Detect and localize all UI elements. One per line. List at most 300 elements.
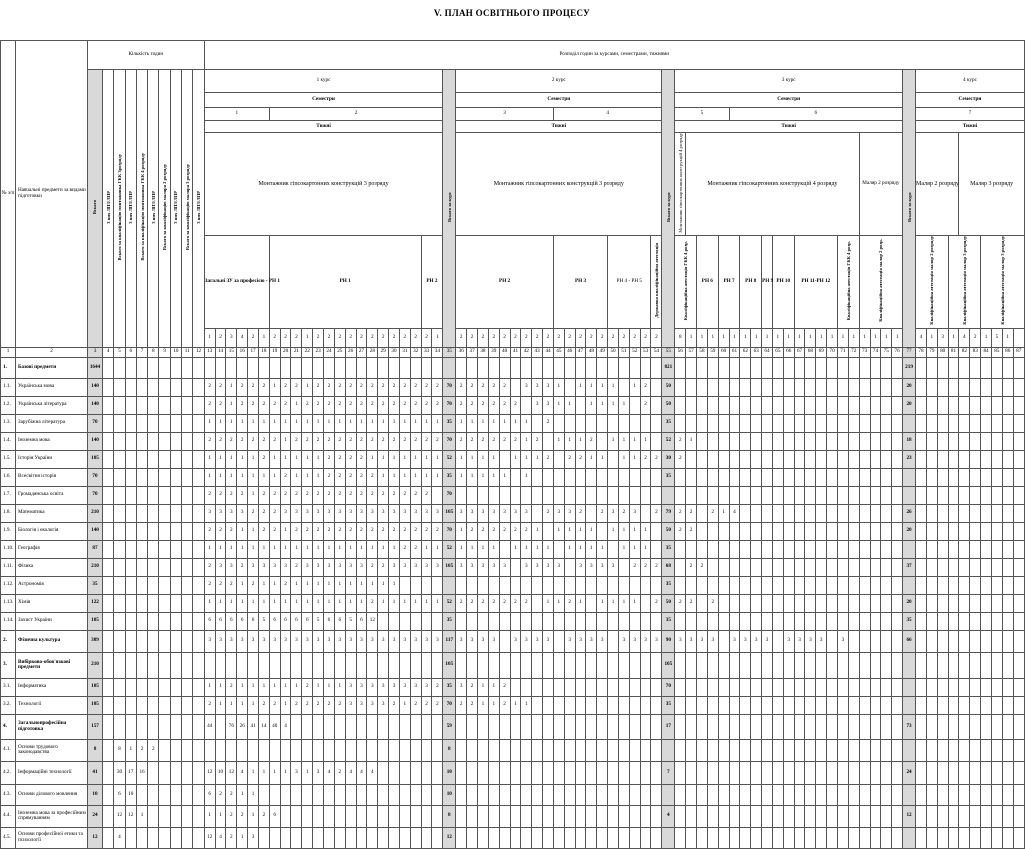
hours-cell — [114, 612, 125, 630]
week-cell — [816, 576, 827, 594]
week-cell: 1 — [608, 378, 619, 396]
week-cell — [226, 739, 237, 761]
week-cell: 2 — [640, 396, 651, 414]
week-cell — [675, 558, 686, 576]
week-cell — [816, 714, 827, 739]
week-cell: 2 — [215, 378, 226, 396]
week-cell — [597, 468, 608, 486]
week-cell — [477, 652, 488, 678]
week-cell: 1 — [532, 522, 543, 540]
week-cell — [675, 378, 686, 396]
week-cell — [488, 714, 499, 739]
week-cell: 1 — [421, 450, 432, 468]
week-cell: 6 — [302, 612, 313, 630]
week-cell — [313, 827, 324, 848]
week-cell — [586, 678, 597, 696]
week-cell — [762, 612, 773, 630]
week-cell — [859, 784, 870, 805]
week-cell — [881, 630, 892, 652]
week-cell: 2 — [291, 432, 302, 450]
week-cell — [948, 357, 959, 378]
week-cell — [827, 784, 838, 805]
header-week-cell: 2 — [378, 328, 389, 347]
week-cell — [981, 612, 992, 630]
course-1-total: 12 — [443, 827, 456, 848]
week-cell — [410, 612, 421, 630]
week-cell — [204, 357, 215, 378]
week-cell — [651, 576, 662, 594]
week-cell: 2 — [499, 696, 510, 714]
week-cell — [805, 739, 816, 761]
hours-cell — [125, 504, 136, 522]
hours-cell — [182, 594, 193, 612]
week-cell — [389, 761, 400, 784]
week-cell — [432, 576, 443, 594]
week-cell — [608, 486, 619, 504]
week-cell: 1 — [618, 522, 629, 540]
column-number: 18 — [258, 347, 269, 357]
week-cell — [1002, 357, 1013, 378]
header-week-cell: 2 — [510, 328, 521, 347]
row-number: 1.2. — [1, 396, 16, 414]
week-cell — [948, 432, 959, 450]
week-cell — [618, 761, 629, 784]
week-cell — [575, 652, 586, 678]
week-cell: 1 — [280, 594, 291, 612]
week-cell — [805, 784, 816, 805]
week-cell — [948, 827, 959, 848]
header-module-text: Кваліфікаційна атестація маляр 2 розряду — [929, 236, 935, 326]
week-cell — [991, 450, 1002, 468]
header-qual-4-short — [675, 133, 686, 236]
week-cell — [859, 761, 870, 784]
week-cell — [477, 805, 488, 827]
week-cell: 3 — [269, 558, 280, 576]
hours-cell — [136, 827, 147, 848]
week-cell — [740, 678, 751, 696]
course-3-total: 26 — [903, 504, 916, 522]
week-cell: 2 — [215, 576, 226, 594]
header-semesters: Семестри — [916, 93, 1025, 108]
week-cell: 3 — [334, 630, 345, 652]
week-cell — [532, 357, 543, 378]
header-week-cell: 4 — [916, 328, 927, 347]
week-cell — [356, 357, 367, 378]
week-cell — [686, 714, 697, 739]
week-cell — [675, 652, 686, 678]
week-cell: 2 — [356, 378, 367, 396]
week-cell — [892, 396, 903, 414]
week-cell — [892, 468, 903, 486]
week-cell: 2 — [248, 576, 259, 594]
week-cell — [981, 594, 992, 612]
week-cell — [564, 357, 575, 378]
week-cell — [597, 714, 608, 739]
week-cell — [718, 378, 729, 396]
week-cell — [892, 576, 903, 594]
hours-cell — [182, 378, 193, 396]
hours-cell — [136, 522, 147, 540]
week-cell: 1 — [640, 432, 651, 450]
week-cell — [762, 540, 773, 558]
week-cell — [410, 652, 421, 678]
week-cell — [651, 414, 662, 432]
week-cell — [794, 739, 805, 761]
week-cell: 3 — [510, 630, 521, 652]
row-total: 70 — [88, 468, 103, 486]
week-cell — [675, 696, 686, 714]
hours-cell — [170, 594, 181, 612]
week-cell: 1 — [226, 594, 237, 612]
header-week-cell: 1 — [1002, 328, 1013, 347]
column-number: 86 — [1002, 347, 1013, 357]
hours-cell — [103, 558, 114, 576]
week-cell — [870, 576, 881, 594]
week-cell: 2 — [707, 594, 718, 612]
week-cell — [937, 432, 948, 450]
column-number: 41 — [510, 347, 521, 357]
week-cell: 2 — [618, 504, 629, 522]
week-cell: 2 — [499, 432, 510, 450]
header-hours-col — [170, 70, 181, 348]
week-cell: 1 — [280, 450, 291, 468]
header-qual-4-short-text: Монтажник гіпсокартонних конструкцій 4 розряду — [677, 133, 683, 233]
week-cell — [981, 805, 992, 827]
week-cell — [981, 486, 992, 504]
column-number: 70 — [827, 347, 838, 357]
week-cell — [783, 612, 794, 630]
week-cell: 2 — [248, 378, 259, 396]
week-cell: 1 — [432, 414, 443, 432]
week-cell — [859, 805, 870, 827]
week-cell — [937, 612, 948, 630]
week-cell — [432, 714, 443, 739]
week-cell: 3 — [345, 678, 356, 696]
week-cell: 5 — [258, 612, 269, 630]
week-cell — [816, 594, 827, 612]
week-cell: 3 — [367, 630, 378, 652]
row-total: 157 — [88, 714, 103, 739]
week-cell: 2 — [367, 432, 378, 450]
row-number: 4.4. — [1, 805, 16, 827]
week-cell — [640, 486, 651, 504]
week-cell — [881, 678, 892, 696]
week-cell — [488, 357, 499, 378]
week-cell — [981, 784, 992, 805]
week-cell: 1 — [215, 678, 226, 696]
week-cell — [970, 761, 981, 784]
week-cell: 1 — [553, 522, 564, 540]
header-week-cell: 2 — [248, 328, 259, 347]
week-cell — [629, 414, 640, 432]
week-cell: 1 — [280, 696, 291, 714]
week-cell — [1013, 432, 1024, 450]
week-cell: 3 — [226, 504, 237, 522]
week-cell — [926, 678, 937, 696]
header-hours-col — [193, 70, 204, 348]
week-cell — [981, 396, 992, 414]
week-cell: 2 — [302, 522, 313, 540]
week-cell — [399, 739, 410, 761]
week-cell: 1 — [467, 450, 478, 468]
row-subject: Фізична культура — [16, 630, 88, 652]
week-cell — [1002, 827, 1013, 848]
week-cell: 3 — [204, 630, 215, 652]
week-cell — [618, 576, 629, 594]
week-cell — [729, 414, 740, 432]
week-cell — [751, 594, 762, 612]
week-cell: 3 — [226, 558, 237, 576]
header-hours-col — [114, 70, 125, 348]
week-cell — [510, 558, 521, 576]
week-cell — [367, 739, 378, 761]
header-hours-col-text: З них ЛПЗ/ЛПР — [105, 190, 111, 224]
week-cell: 1 — [608, 432, 619, 450]
hours-cell — [103, 450, 114, 468]
week-cell: 26 — [237, 714, 248, 739]
week-cell: 2 — [280, 396, 291, 414]
week-cell: 2 — [421, 432, 432, 450]
table-row — [1, 468, 1025, 486]
week-cell — [827, 594, 838, 612]
week-cell — [805, 678, 816, 696]
table-row — [1, 652, 1025, 678]
week-cell — [686, 468, 697, 486]
week-cell — [892, 594, 903, 612]
week-cell — [651, 540, 662, 558]
week-cell — [697, 714, 708, 739]
week-cell: 1 — [718, 504, 729, 522]
week-cell — [564, 761, 575, 784]
week-cell — [751, 357, 762, 378]
week-cell — [718, 576, 729, 594]
week-cell — [675, 805, 686, 827]
week-cell — [794, 522, 805, 540]
week-cell — [477, 486, 488, 504]
header-week-cell: 5 — [991, 328, 1002, 347]
week-cell: 2 — [258, 696, 269, 714]
hours-cell — [114, 414, 125, 432]
week-cell: 3 — [280, 630, 291, 652]
week-cell — [751, 827, 762, 848]
hours-cell — [103, 432, 114, 450]
column-number: 43 — [532, 347, 543, 357]
week-cell — [881, 357, 892, 378]
hours-cell — [159, 522, 170, 540]
week-cell — [629, 468, 640, 486]
week-cell: 1 — [608, 594, 619, 612]
week-cell — [575, 576, 586, 594]
week-cell — [499, 630, 510, 652]
week-cell — [345, 784, 356, 805]
week-cell — [399, 714, 410, 739]
week-cell — [948, 468, 959, 486]
week-cell: 2 — [640, 558, 651, 576]
week-cell — [892, 486, 903, 504]
week-cell — [686, 450, 697, 468]
week-cell — [629, 357, 640, 378]
row-number: 1.5. — [1, 450, 16, 468]
course-2-total — [662, 486, 675, 504]
hours-cell — [114, 396, 125, 414]
week-cell — [926, 576, 937, 594]
week-cell — [794, 450, 805, 468]
week-cell — [794, 761, 805, 784]
week-cell — [740, 739, 751, 761]
week-cell — [629, 805, 640, 827]
week-cell — [532, 784, 543, 805]
week-cell: 1 — [302, 594, 313, 612]
week-cell — [553, 678, 564, 696]
week-cell — [926, 396, 937, 414]
column-number: 62 — [740, 347, 751, 357]
week-cell: 2 — [499, 378, 510, 396]
hours-cell — [148, 696, 159, 714]
week-cell — [1013, 805, 1024, 827]
table-row — [1, 739, 1025, 761]
week-cell — [837, 739, 848, 761]
week-cell: 3 — [564, 504, 575, 522]
week-cell — [948, 630, 959, 652]
hours-cell — [114, 558, 125, 576]
week-cell — [564, 576, 575, 594]
week-cell: 1 — [302, 414, 313, 432]
table-row — [1, 357, 1025, 378]
week-cell: 3 — [226, 630, 237, 652]
hours-cell — [148, 630, 159, 652]
week-cell: 3 — [532, 378, 543, 396]
week-cell — [881, 827, 892, 848]
week-cell — [640, 827, 651, 848]
week-cell — [859, 378, 870, 396]
hours-cell — [159, 696, 170, 714]
hours-cell — [193, 805, 204, 827]
week-cell — [499, 357, 510, 378]
week-cell — [794, 678, 805, 696]
table-row — [1, 558, 1025, 576]
week-cell — [805, 576, 816, 594]
week-cell — [892, 540, 903, 558]
hours-cell — [148, 378, 159, 396]
header-semesters: Семестри — [675, 93, 903, 108]
week-cell: 2 — [356, 522, 367, 540]
week-cell — [783, 468, 794, 486]
course-3-total — [903, 486, 916, 504]
week-cell — [870, 378, 881, 396]
week-cell: 6 — [334, 612, 345, 630]
week-cell — [772, 761, 783, 784]
week-cell: 2 — [432, 678, 443, 696]
week-cell — [991, 652, 1002, 678]
week-cell — [280, 784, 291, 805]
column-number: 46 — [564, 347, 575, 357]
week-cell — [991, 558, 1002, 576]
week-cell — [1002, 594, 1013, 612]
hours-cell — [193, 432, 204, 450]
week-cell — [870, 540, 881, 558]
week-cell — [827, 414, 838, 432]
week-cell — [948, 612, 959, 630]
week-cell — [751, 486, 762, 504]
row-subject: Математика — [16, 504, 88, 522]
hours-cell — [136, 612, 147, 630]
week-cell: 2 — [334, 432, 345, 450]
week-cell — [564, 558, 575, 576]
course-2-total: 30 — [662, 450, 675, 468]
header-hours-col — [125, 70, 136, 348]
week-cell: 1 — [586, 396, 597, 414]
week-cell — [543, 805, 554, 827]
week-cell — [926, 696, 937, 714]
week-cell — [421, 612, 432, 630]
header-week-cell: 3 — [226, 328, 237, 347]
week-cell — [686, 652, 697, 678]
week-cell — [926, 468, 937, 486]
week-cell: 2 — [324, 378, 335, 396]
week-cell — [575, 678, 586, 696]
week-cell: 1 — [521, 540, 532, 558]
week-cell: 1 — [389, 540, 400, 558]
week-cell — [651, 739, 662, 761]
header-hours-col-text: Всього за кваліфікацію монтажника ГКК 4 розряду — [139, 153, 145, 261]
week-cell — [532, 805, 543, 827]
week-cell — [991, 486, 1002, 504]
week-cell — [532, 594, 543, 612]
week-cell — [324, 357, 335, 378]
week-cell: 3 — [367, 678, 378, 696]
week-cell — [1013, 414, 1024, 432]
week-cell — [772, 612, 783, 630]
header-module-text: Кваліфікаційна атестація маляр 3 розряду — [961, 236, 967, 326]
week-cell — [740, 784, 751, 805]
course-2-total: 35 — [662, 576, 675, 594]
week-cell — [916, 678, 927, 696]
week-cell — [629, 714, 640, 739]
week-cell — [859, 652, 870, 678]
week-cell — [783, 696, 794, 714]
week-cell — [881, 558, 892, 576]
week-cell: 1 — [226, 378, 237, 396]
column-number: 58 — [697, 347, 708, 357]
week-cell — [751, 696, 762, 714]
week-cell — [848, 652, 859, 678]
week-cell: 2 — [651, 594, 662, 612]
header-semester-7: 7 — [916, 108, 1025, 121]
week-cell — [1002, 450, 1013, 468]
hours-cell — [182, 678, 193, 696]
week-cell: 3 — [215, 630, 226, 652]
week-cell — [597, 486, 608, 504]
week-cell — [651, 432, 662, 450]
week-cell — [367, 784, 378, 805]
hours-cell — [193, 761, 204, 784]
week-cell: 1 — [488, 414, 499, 432]
column-number: 73 — [859, 347, 870, 357]
week-cell: 1 — [324, 576, 335, 594]
week-cell: 1 — [467, 414, 478, 432]
week-cell: 6 — [226, 612, 237, 630]
week-cell — [772, 630, 783, 652]
header-week-cell: 1 — [432, 328, 443, 347]
week-cell — [410, 714, 421, 739]
week-cell — [378, 784, 389, 805]
week-cell — [762, 414, 773, 432]
week-cell — [751, 612, 762, 630]
week-cell — [772, 784, 783, 805]
column-number: 77 — [903, 347, 916, 357]
week-cell: 1 — [575, 432, 586, 450]
week-cell — [948, 540, 959, 558]
